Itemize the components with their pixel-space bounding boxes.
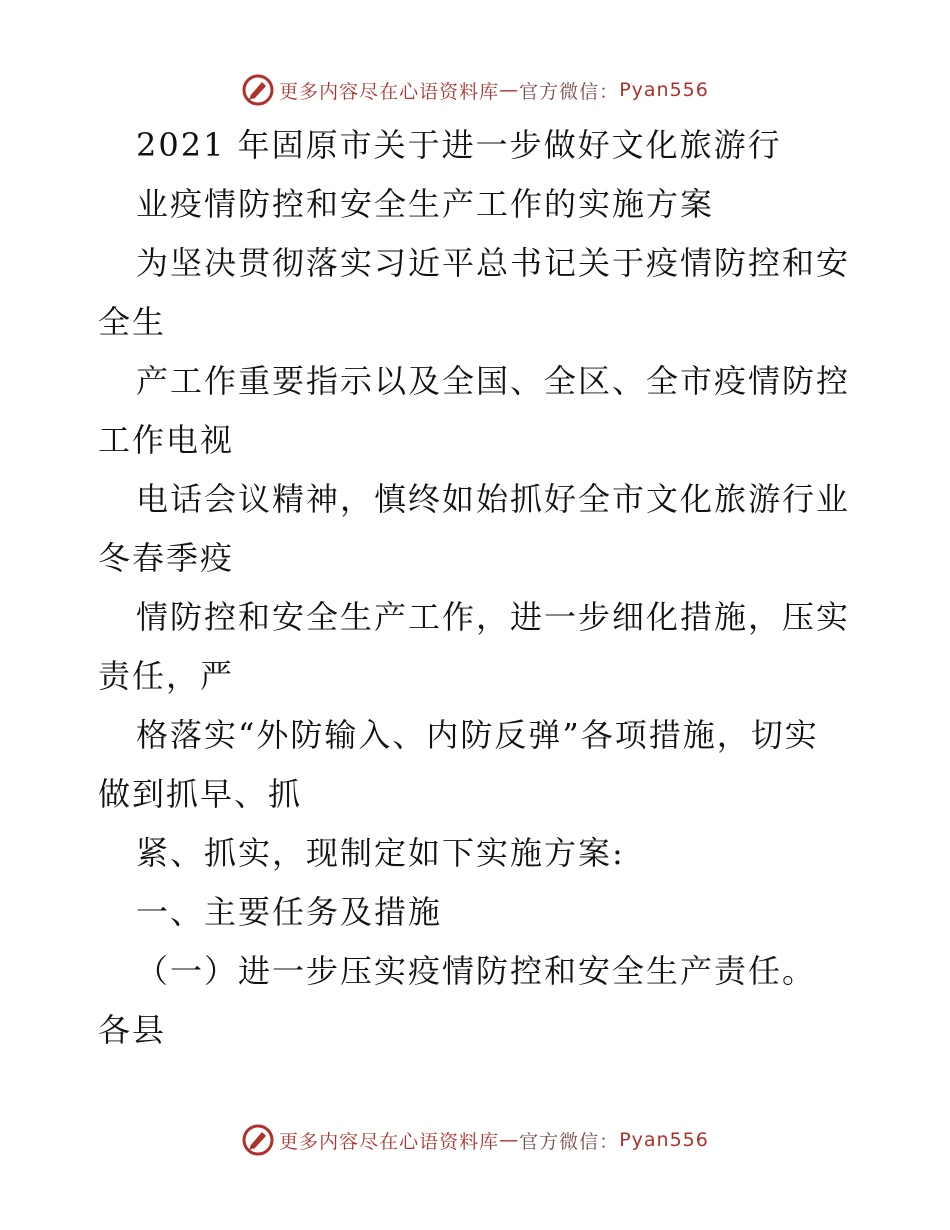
title-line-2: 业疫情防控和安全生产工作的实施方案: [136, 185, 715, 223]
paragraph-line: 做到抓早、抓: [98, 775, 303, 813]
paragraph-line: 冬春季疫: [98, 539, 235, 577]
paragraph-line: 工作电视: [98, 421, 235, 459]
paragraph-line: 紧、抓实，现制定如下实施方案:: [136, 834, 625, 872]
section-heading: 一、主要任务及措施: [136, 893, 443, 931]
paragraph-line: 电话会议精神，慎终如始抓好全市文化旅游行业: [136, 480, 851, 518]
paragraph-line: 产工作重要指示以及全国、全区、全市疫情防控: [136, 362, 851, 400]
banner-text-tail: 官方微信：: [519, 1130, 620, 1153]
banner-separator: —: [499, 1129, 520, 1151]
paragraph-line: 全生: [98, 303, 167, 341]
footer-banner: [0, 1120, 950, 1160]
paragraph-line: 情防控和安全生产工作，进一步细化措施，压实: [136, 598, 851, 636]
book-pen-logo-icon: [241, 73, 275, 107]
banner-separator: —: [499, 79, 520, 101]
paragraph-line: 各县: [98, 1011, 167, 1049]
title-line-1: 2021 年固原市关于进一步做好文化旅游行: [136, 126, 782, 164]
banner-text-tail: 官方微信：: [519, 80, 620, 103]
book-pen-logo-icon: [241, 1123, 275, 1157]
banner-wechat-id: Pyan556: [619, 79, 709, 101]
banner-wechat-id: Pyan556: [619, 1129, 709, 1151]
banner-text-main: 更多内容尽在心语资料库: [279, 80, 500, 103]
paragraph-line: 责任，严: [98, 657, 235, 695]
paragraph-line: 格落实“外防输入、内防反弹”各项措施，切实: [136, 716, 819, 754]
paragraph-line: 为坚决贯彻落实习近平总书记关于疫情防控和安: [136, 244, 851, 282]
header-banner: [0, 70, 950, 110]
subsection-heading: （一）进一步压实疫情防控和安全生产责任。: [136, 952, 817, 990]
banner-text-main: 更多内容尽在心语资料库: [279, 1130, 500, 1153]
document-body: [98, 116, 858, 1060]
